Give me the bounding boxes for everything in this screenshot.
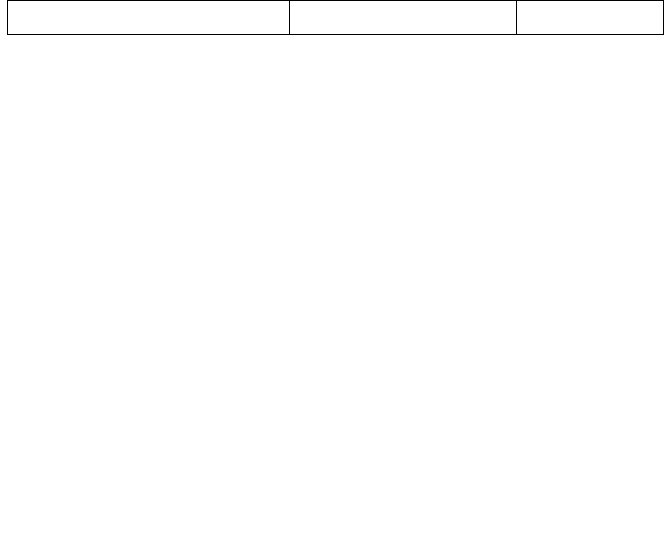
header-organismes [7,0,290,35]
delegates-table [7,0,664,550]
header-titulaires [290,0,517,35]
header-suppleants [517,0,664,35]
table-header-row [7,0,664,35]
